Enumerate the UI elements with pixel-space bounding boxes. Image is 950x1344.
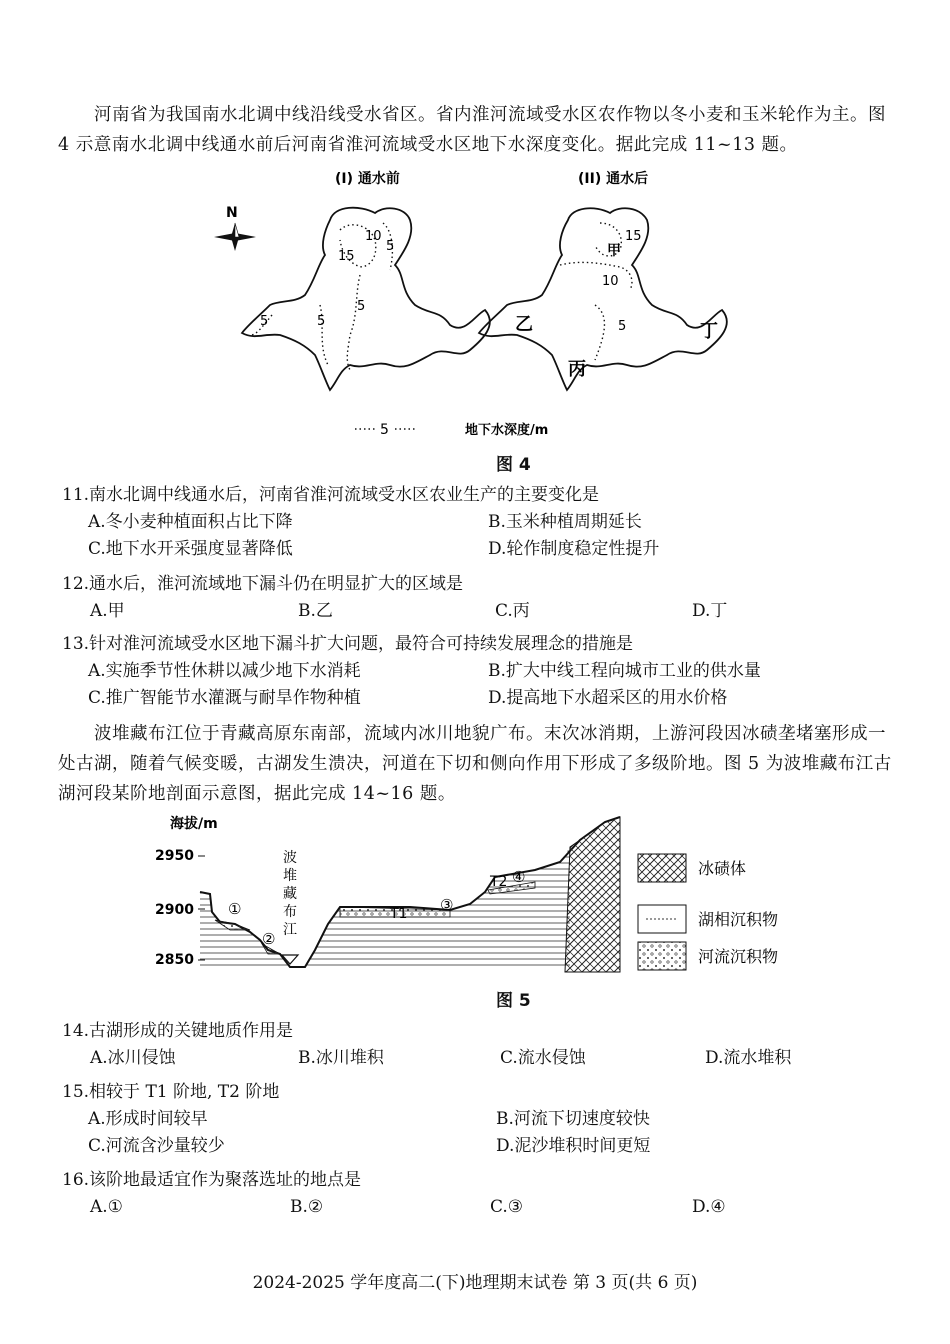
svg-text:N: N	[226, 205, 238, 221]
q11-option-c: C.地下水开采强度显著降低	[88, 539, 293, 559]
q13-option-c: C.推广智能节水灌溉与耐旱作物种植	[88, 688, 361, 708]
svg-text:乙: 乙	[515, 314, 533, 335]
svg-text:藏: 藏	[283, 886, 297, 902]
svg-text:2900: 2900	[155, 902, 194, 918]
q12-option-a: A.甲	[90, 601, 125, 621]
q12-option-c: C.丙	[495, 601, 530, 621]
svg-text:地下水深度/m: 地下水深度/m	[465, 423, 549, 438]
svg-text:江: 江	[283, 922, 297, 938]
svg-text:5: 5	[317, 314, 326, 329]
svg-text:5: 5	[380, 422, 389, 438]
svg-text:①: ①	[228, 900, 242, 918]
svg-text:②: ②	[262, 930, 276, 948]
svg-text:15: 15	[625, 229, 642, 244]
svg-text:③: ③	[440, 896, 454, 914]
q15-option-a: A.形成时间较早	[88, 1109, 208, 1129]
fig5-ylabel: 海拔/m	[170, 816, 218, 832]
map-after-outline	[479, 208, 727, 390]
svg-text:丁: 丁	[700, 321, 718, 342]
q16-option-c: C.③	[490, 1197, 524, 1217]
svg-text:2950: 2950	[155, 848, 194, 864]
q13-option-d: D.提高地下水超采区的用水价格	[488, 688, 728, 708]
svg-text:波: 波	[283, 850, 297, 866]
question-16-stem: 16.该阶地最适宜作为聚落选址的地点是	[62, 1170, 362, 1190]
q13-option-b: B.扩大中线工程向城市工业的供水量	[488, 661, 761, 681]
figure-4-map	[200, 165, 760, 445]
q16-option-b: B.②	[290, 1197, 324, 1217]
svg-text:5: 5	[618, 319, 627, 334]
figure-5-terrace-profile	[150, 812, 810, 992]
q12-option-b: B.乙	[298, 601, 333, 621]
question-12-stem: 12.通水后，淮河流域地下漏斗仍在明显扩大的区域是	[62, 574, 464, 594]
figure-5-caption: 图 5	[496, 991, 531, 1011]
moraine-body	[565, 817, 620, 972]
q15-option-c: C.河流含沙量较少	[88, 1136, 225, 1156]
svg-text:甲: 甲	[607, 243, 621, 259]
svg-text:湖相沉积物: 湖相沉积物	[698, 910, 779, 929]
svg-text:5: 5	[386, 239, 395, 254]
svg-text:T2: T2	[490, 874, 508, 890]
svg-text:河流沉积物: 河流沉积物	[698, 947, 779, 966]
q15-option-d: D.泥沙堆积时间更短	[496, 1136, 651, 1156]
north-arrow-icon	[214, 205, 256, 251]
question-11-stem: 11.南水北调中线通水后，河南省淮河流域受水区农业生产的主要变化是	[62, 485, 600, 505]
svg-text:5: 5	[357, 299, 366, 314]
question-15-stem: 15.相较于 T1 阶地, T2 阶地	[62, 1082, 280, 1102]
q13-option-a: A.实施季节性休耕以减少地下水消耗	[88, 661, 361, 681]
svg-text:15: 15	[338, 249, 355, 264]
svg-text:2850: 2850	[155, 952, 194, 968]
figure-4-caption: 图 4	[496, 455, 531, 475]
q16-option-a: A.①	[90, 1197, 123, 1217]
q14-option-b: B.冰川堆积	[298, 1048, 384, 1068]
q11-option-d: D.轮作制度稳定性提升	[488, 539, 660, 559]
svg-text:冰碛体: 冰碛体	[698, 859, 747, 878]
svg-text:10: 10	[602, 274, 619, 289]
q11-option-a: A.冬小麦种植面积占比下降	[88, 512, 293, 532]
fig4-title-before: (I) 通水前	[335, 171, 400, 187]
intro-paragraph-2: 波堆藏布江位于青藏高原东南部，流域内冰川地貌广布。末次冰消期，上游河段因冰碛垄堵塞形成一处古湖，随着气候变暖，古湖发生溃决，河道在下切和侧向作用下形成了多级阶地。图 5 为波堆藏布江古湖河段某阶地剖面示意图，据此完成 14~16 题。	[58, 724, 892, 804]
q11-option-b: B.玉米种植周期延长	[488, 512, 642, 532]
svg-text:堆: 堆	[283, 868, 297, 884]
q12-option-d: D.丁	[692, 601, 728, 621]
question-13-stem: 13.针对淮河流域受水区地下漏斗扩大问题，最符合可持续发展理念的措施是	[62, 634, 634, 654]
question-14-stem: 14.古湖形成的关键地质作用是	[62, 1021, 294, 1041]
q14-option-c: C.流水侵蚀	[500, 1048, 586, 1068]
svg-text:T1: T1	[390, 906, 408, 922]
q14-option-a: A.冰川侵蚀	[90, 1048, 176, 1068]
fig4-title-after: (II) 通水后	[578, 171, 649, 187]
map-after-contours	[560, 223, 632, 360]
q15-option-b: B.河流下切速度较快	[496, 1109, 650, 1129]
svg-text:布: 布	[283, 904, 297, 920]
svg-text:5: 5	[260, 314, 269, 329]
svg-text:丙: 丙	[568, 359, 586, 380]
q16-option-d: D.④	[692, 1197, 726, 1217]
intro-paragraph-1: 河南省为我国南水北调中线沿线受水省区。省内淮河流域受水区农作物以冬小麦和玉米轮作为主。图 4 示意南水北调中线通水前后河南省淮河流域受水区地下水深度变化。据此完成 11~13 题。	[58, 105, 886, 155]
page-footer: 2024-2025 学年度高二(下)地理期末试卷 第 3 页(共 6 页)	[252, 1273, 698, 1293]
q14-option-d: D.流水堆积	[705, 1048, 792, 1068]
svg-text:10: 10	[365, 229, 382, 244]
svg-text:④: ④	[512, 868, 526, 886]
